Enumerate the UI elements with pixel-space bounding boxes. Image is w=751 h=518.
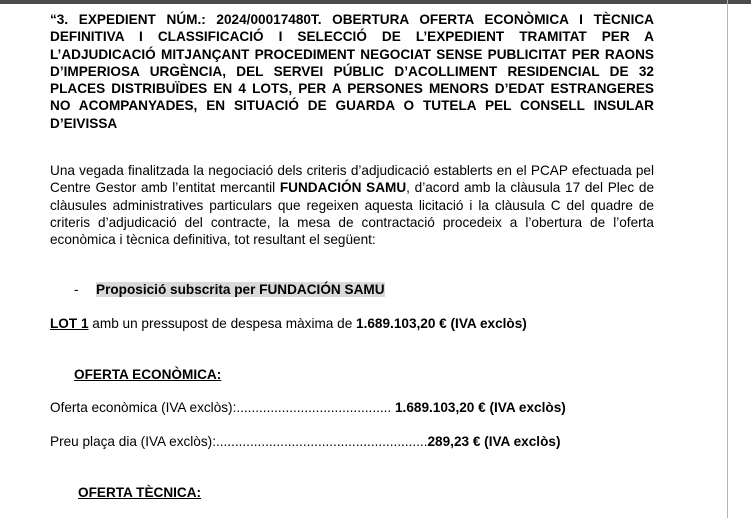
page-edge [727, 0, 728, 518]
daily-price-label: Preu plaça dia (IVA exclòs):........................................................ [50, 434, 428, 449]
proposal-line [96, 281, 385, 298]
intro-paragraph [50, 162, 654, 248]
economic-offer-row [50, 399, 566, 416]
daily-price-value: 289,23 € (IVA exclòs) [427, 434, 561, 449]
technical-offer-title: OFERTA TÈCNICA: [78, 485, 202, 500]
lot-line [50, 315, 527, 332]
lot-amount: 1.689.103,20 € (IVA exclòs) [356, 316, 527, 331]
intro-text-2: , d’acord amb la clàusula 17 del Plec de clàusules administratives particulars que regeixen aquesta licitació i la clàusula C del quadre de criteris d’adjudicació del contracte, la mesa de contractació procedeix a l’obertura de l’oferta econòmica i tècnica definitiva, tot resultant el següent: [50, 180, 655, 248]
top-border [0, 0, 751, 4]
intro-text-1: Una vegada finalitzada la negociació dels criteris d’adjudicació establerts en el PCAP efectuada pel Centre Gestor amb l’entitat mercantil [50, 163, 654, 196]
bullet-dash: - [74, 282, 79, 297]
item-heading: “3. EXPEDIENT NÚM.: 2024/00017480T. OBERTURA OFERTA ECONÒMICA I TÈCNICA DEFINITIVA I CLASSIFICACIÓ I SELECCIÓ DE L’EXPEDIENT TRAMITAT PER A L’ADJUDICACIÓ MITJANÇANT PROCEDIMENT NEGOCIAT SENSE PUBLICITAT PER RAONS D’IMPERIOSA URGÈNCIA, DEL SERVEI PÚBLIC D’ACOLLIMENT RESIDENCIAL DE 32 PLACES DISTRIBUÏDES EN 4 LOTS, PER A PERSONES MENORS D’EDAT ESTRANGERES NO ACOMPANYADES, EN SITUACIÓ DE GUARDA O TUTELA PEL CONSELL INSULAR D’EIVISSA [50, 12, 654, 131]
lot-text: amb un pressupost de despesa màxima de [88, 316, 357, 331]
proposal-entity: FUNDACIÓN SAMU [259, 282, 385, 297]
daily-price-row [50, 433, 560, 450]
economic-offer-label: Oferta econòmica (IVA exclòs):......................................... [50, 400, 392, 415]
economic-offer-title: OFERTA ECONÒMICA: [74, 367, 222, 382]
economic-offer-value: 1.689.103,20 € (IVA exclòs) [395, 400, 566, 415]
lot-name: LOT 1 [50, 316, 89, 331]
proposal-label: Proposició subscrita per [96, 282, 260, 297]
intro-entity: FUNDACIÓN SAMU [279, 180, 407, 196]
